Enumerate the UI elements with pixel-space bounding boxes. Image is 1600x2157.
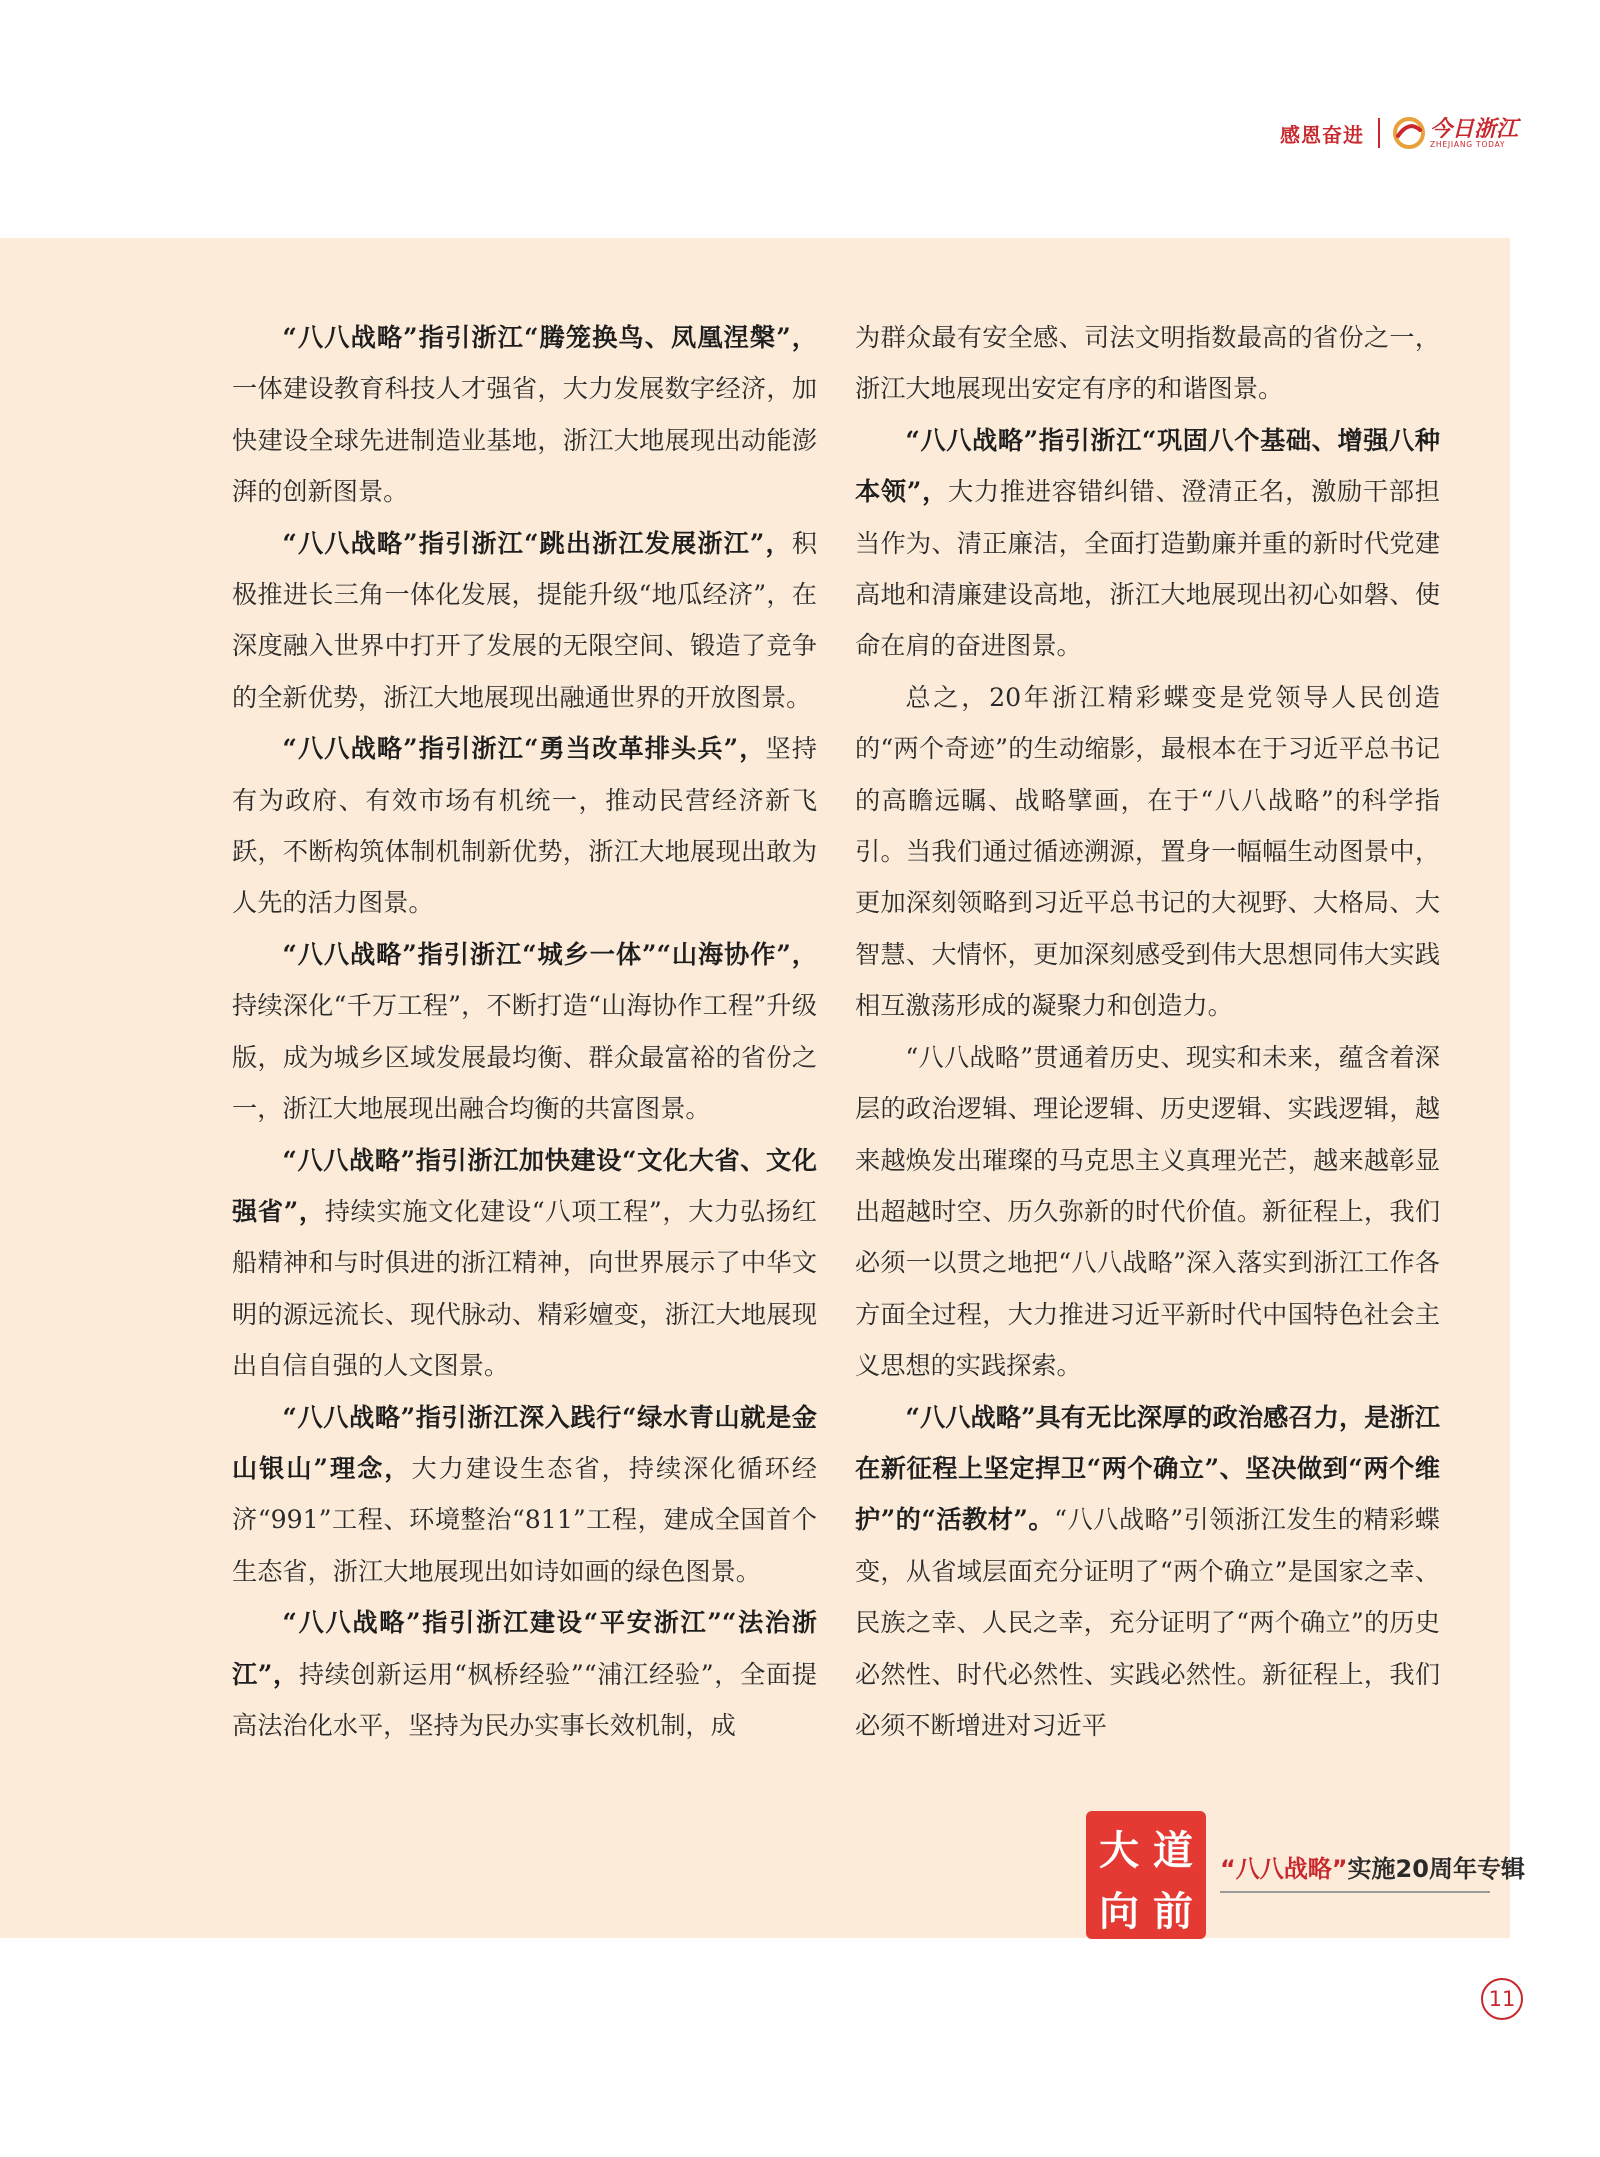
paragraph-body: 持续实施文化建设“八项工程”，大力弘扬红船精神和与时俱进的浙江精神，向世界展示了中华文明的源远流长、现代脉动、精彩嬗变，浙江大地展现出自信自强的人文图景。 [232,1196,817,1381]
paragraph-body: 大力推进容错纠错、澄清正名，激励干部担当作为、清正廉洁，全面打造勤廉并重的新时代党建高地和清廉建设高地，浙江大地展现出初心如磐、使命在肩的奋进图景。 [855,477,1440,661]
special-issue-title [1220,1849,1525,1884]
paragraph-lead: “八八战略”指引浙江“跳出浙江发展浙江”， [282,527,792,558]
seal-char: 前 [1153,1888,1193,1935]
paragraph: 总之，20年浙江精彩蝶变是党领导人民创造的“两个奇迹”的生动缩影，最根本在于习近平总书记的高瞻远瞩、战略擘画，在于“八八战略”的科学指引。当我们通过循迹溯源，置身一幅幅生动图景中，更加深刻领略到习近平总书记的大视野、大格局、大智慧、大情怀，更加深刻感受到伟大思想同伟大实践相互激荡形成的凝聚力和创造力。 [855,682,1440,1021]
paragraph [855,1392,1440,1752]
logo-wordmark [1429,115,1518,149]
seal-char: 向 [1099,1888,1139,1935]
seal-char: 大 [1099,1827,1139,1874]
paragraph-body: 大力建设生态省，持续深化循环经济“991”工程、环境整治“811”工程，建成全国首个生态省，浙江大地展现出如诗如画的绿色图景。 [232,1453,817,1586]
page-header [1280,112,1518,154]
right-column [855,312,1440,1751]
seal-char: 道 [1153,1827,1193,1874]
paragraph [232,1135,817,1392]
paragraph: “八八战略”贯通着历史、现实和未来，蕴含着深层的政治逻辑、理论逻辑、历史逻辑、实践逻辑，越来越焕发出璀璨的马克思主义真理光芒，越来越彰显出超越时空、历久弥新的时代价值。新征程上，我们必须一以贯之地把“八八战略”深入落实到浙江工作各方面全过程，大力推进习近平新时代中国特色社会主义思想的实践探索。 [855,1042,1440,1381]
paragraph [232,1392,817,1598]
header-divider [1378,118,1380,148]
logo-chinese: 今日浙江 [1429,115,1518,142]
paragraph [232,723,817,929]
paragraph-lead: “八八战略”指引浙江深入践行“绿水青山就是金山银山”理念， [232,1401,817,1483]
paragraph-lead: “八八战略”具有无比深厚的政治感召力，是浙江在新征程上坚定捍卫“两个确立”、坚决做到“两个维护”的“活教材”。 [855,1401,1440,1535]
paragraph [232,1597,817,1751]
section-label: 感恩奋进 [1279,122,1364,147]
title-underline [1220,1891,1490,1893]
paragraph-body: 一体建设教育科技人才强省，大力发展数字经济，加快建设全球先进制造业基地，浙江大地展现出动能澎湃的创新图景。 [232,374,817,507]
special-issue-badge [1086,1811,1525,1941]
seal-stamp [1086,1811,1206,1939]
paragraph [232,929,817,1135]
paragraph-body: 持续深化“千万工程”，不断打造“山海协作工程”升级版，成为城乡区域发展最均衡、群众最富裕的省份之一，浙江大地展现出融合均衡的共富图景。 [232,991,817,1124]
paragraph-lead: “八八战略”指引浙江“腾笼换鸟、凤凰涅槃”， [282,322,817,352]
paragraph-lead: “八八战略”指引浙江加快建设“文化大省、文化强省”， [232,1144,817,1226]
page-number: 11 [1481,1978,1523,2020]
magazine-logo [1392,116,1518,150]
paragraph-lead: “八八战略”指引浙江“巩固八个基础、增强八种本领”， [855,424,1440,507]
article-body [232,312,1440,1751]
left-column [232,312,817,1751]
paragraph-body: “八八战略”引领浙江发生的精彩蝶变，从省域层面充分证明了“两个确立”是国家之幸、民族之幸、人民之幸，充分证明了“两个确立”的历史必然性、时代必然性、实践必然性。新征程上，我们必须不断增进对习近平 [855,1505,1440,1740]
title-quote: “八八战略” [1220,1855,1348,1883]
title-rest: 实施20周年专辑 [1347,1855,1525,1883]
logo-english: ZHEJIANG TODAY [1429,139,1506,149]
paragraph [855,415,1440,672]
paragraph-body: 积极推进长三角一体化发展，提能升级“地瓜经济”，在深度融入世界中打开了发展的无限空间、锻造了竞争的全新优势，浙江大地展现出融通世界的开放图景。 [232,528,817,712]
logo-swirl-icon [1392,116,1426,150]
paragraph-lead: “八八战略”指引浙江建设“平安浙江”“法治浙江”， [232,1607,817,1689]
paragraph [232,312,817,518]
paragraph [232,518,817,724]
paragraph-lead: “八八战略”指引浙江“城乡一体”“山海协作”， [282,938,817,969]
paragraph-lead: “八八战略”指引浙江“勇当改革排头兵”， [282,733,766,764]
paragraph-body: 持续创新运用“枫桥经验”“浦江经验”，全面提高法治化水平，坚持为民办实事长效机制，成 [232,1659,817,1740]
paragraph-continued: 为群众最有安全感、司法文明指数最高的省份之一，浙江大地展现出安定有序的和谐图景。 [855,323,1440,404]
paragraph-body: 坚持有为政府、有效市场有机统一，推动民营经济新飞跃，不断构筑体制机制新优势，浙江大地展现出敢为人先的活力图景。 [232,734,817,918]
